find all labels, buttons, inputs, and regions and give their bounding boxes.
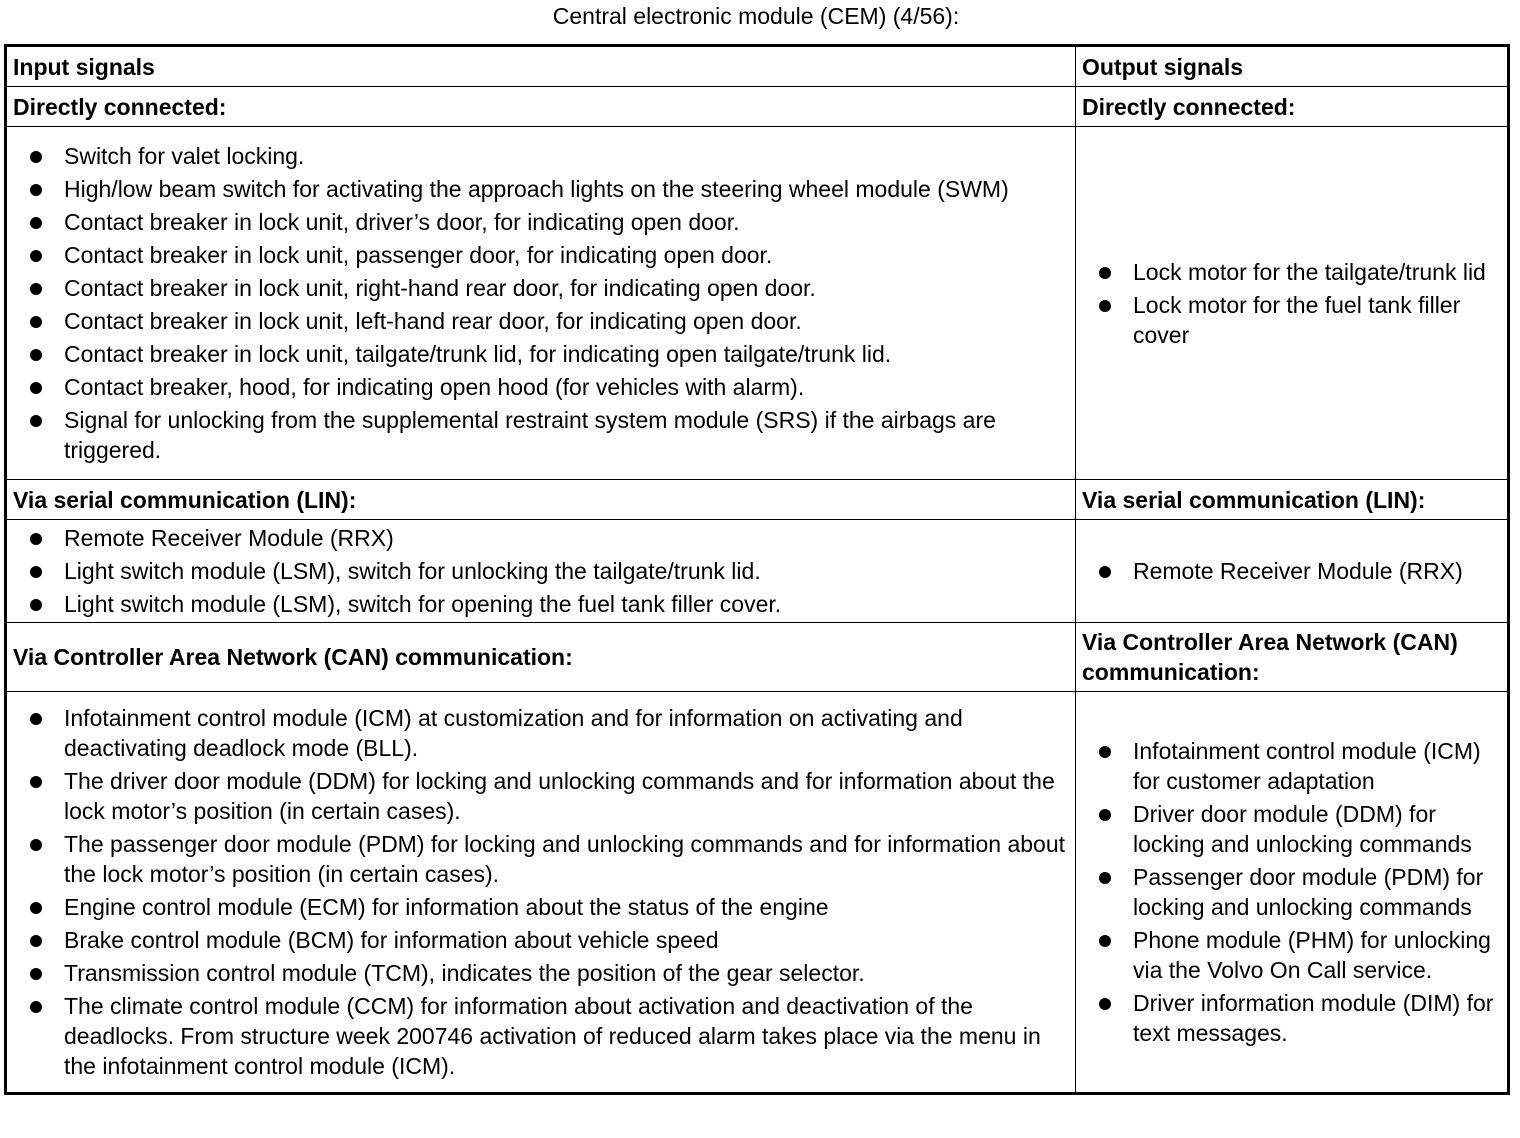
output-items-cell	[1076, 520, 1509, 623]
page-title: Central electronic module (CEM) (4/56):	[552, 3, 960, 29]
list-item-text: Remote Receiver Module (RRX)	[1133, 558, 1463, 584]
output-list	[1082, 736, 1501, 1048]
list-item-text: Contact breaker in lock unit, tailgate/trunk lid, for indicating open tailgate/trunk lid.	[64, 341, 892, 367]
list-item-text: Infotainment control module (ICM) for customer adaptation	[1133, 738, 1481, 794]
bullet-icon	[30, 566, 42, 578]
list-item	[13, 589, 1069, 619]
list-item	[13, 339, 1069, 369]
list-item	[13, 174, 1069, 204]
section-items-row	[6, 520, 1509, 623]
list-item	[13, 523, 1069, 553]
list-item	[1082, 799, 1501, 859]
list-item-text: Driver door module (DDM) for locking and unlocking commands	[1133, 801, 1472, 857]
list-item	[13, 556, 1069, 586]
input-list	[13, 703, 1069, 1081]
section-heading-output: Via serial communication (LIN):	[1076, 480, 1509, 520]
bullet-icon	[1099, 300, 1111, 312]
output-items-cell	[1076, 692, 1509, 1094]
list-item	[13, 372, 1069, 402]
list-item-text: Remote Receiver Module (RRX)	[64, 525, 394, 551]
bullet-icon	[30, 250, 42, 262]
bullet-icon	[1099, 809, 1111, 821]
list-item-text: Driver information module (DIM) for text messages.	[1133, 990, 1494, 1046]
bullet-icon	[30, 839, 42, 851]
input-list	[13, 523, 1069, 619]
bullet-icon	[30, 349, 42, 361]
list-item	[13, 273, 1069, 303]
output-signals-header: Output signals	[1076, 46, 1509, 87]
list-item	[13, 991, 1069, 1081]
input-items-cell	[6, 127, 1076, 480]
output-list	[1082, 257, 1501, 350]
input-items-cell	[6, 520, 1076, 623]
list-item-text: Signal for unlocking from the supplemental restraint system module (SRS) if the airbags are triggered.	[64, 407, 996, 463]
bullet-icon	[1099, 998, 1111, 1010]
list-item-text: Contact breaker in lock unit, passenger door, for indicating open door.	[64, 242, 773, 268]
list-item	[13, 925, 1069, 955]
bullet-icon	[30, 151, 42, 163]
list-item	[13, 829, 1069, 889]
list-item-text: Passenger door module (PDM) for locking and unlocking commands	[1133, 864, 1484, 920]
section-heading-input: Via serial communication (LIN):	[6, 480, 1076, 520]
list-item-text: The climate control module (CCM) for information about activation and deactivation of the deadlocks. From structure week 200746 activation of reduced alarm takes place via the menu in the infotainment control module (ICM).	[64, 993, 1041, 1079]
list-item-text: The driver door module (DDM) for locking and unlocking commands and for information about the lock motor’s position (in certain cases).	[64, 768, 1055, 824]
bullet-icon	[1099, 872, 1111, 884]
list-item-text: Brake control module (BCM) for information about vehicle speed	[64, 927, 719, 953]
list-item	[13, 207, 1069, 237]
list-item	[1082, 988, 1501, 1048]
list-item-text: Infotainment control module (ICM) at customization and for information on activating and deactivating deadlock mode (BLL).	[64, 705, 963, 761]
list-item	[1082, 556, 1501, 586]
input-list	[13, 141, 1069, 465]
section-heading-output: Via Controller Area Network (CAN) communication:	[1076, 623, 1509, 692]
list-item-text: Contact breaker, hood, for indicating open hood (for vehicles with alarm).	[64, 374, 805, 400]
section-heading-row	[6, 480, 1509, 520]
bullet-icon	[30, 599, 42, 611]
list-item-text: Contact breaker in lock unit, right-hand rear door, for indicating open door.	[64, 275, 816, 301]
section-heading-row	[6, 623, 1509, 692]
list-item-text: The passenger door module (PDM) for locking and unlocking commands and for information about the lock motor’s position (in certain cases).	[64, 831, 1066, 887]
list-item	[13, 892, 1069, 922]
signals-table	[4, 44, 1510, 1095]
section-heading-row	[6, 87, 1509, 127]
list-item	[13, 958, 1069, 988]
list-item	[13, 240, 1069, 270]
list-item	[1082, 736, 1501, 796]
bullet-icon	[30, 316, 42, 328]
bullet-icon	[30, 382, 42, 394]
section-heading-input: Directly connected:	[6, 87, 1076, 127]
bullet-icon	[30, 776, 42, 788]
input-items-cell	[6, 692, 1076, 1094]
section-heading-input: Via Controller Area Network (CAN) communication:	[6, 623, 1076, 692]
output-items-cell	[1076, 127, 1509, 480]
list-item-text: Engine control module (ECM) for information about the status of the engine	[64, 894, 829, 920]
bullet-icon	[1099, 935, 1111, 947]
list-item-text: Switch for valet locking.	[64, 143, 305, 169]
list-item	[13, 405, 1069, 465]
section-items-row	[6, 692, 1509, 1094]
bullet-icon	[30, 184, 42, 196]
output-list	[1082, 556, 1501, 586]
list-item-text: Phone module (PHM) for unlocking via the Volvo On Call service.	[1133, 927, 1491, 983]
list-item	[13, 141, 1069, 171]
list-item	[13, 766, 1069, 826]
bullet-icon	[30, 935, 42, 947]
bullet-icon	[30, 713, 42, 725]
bullet-icon	[1099, 267, 1111, 279]
input-signals-header: Input signals	[6, 46, 1076, 87]
list-item-text: Lock motor for the tailgate/trunk lid	[1133, 258, 1486, 285]
bullet-icon	[30, 283, 42, 295]
list-item-text: Light switch module (LSM), switch for opening the fuel tank filler cover.	[64, 591, 782, 617]
list-item	[13, 703, 1069, 763]
list-item	[1082, 862, 1501, 922]
bullet-icon	[1099, 746, 1111, 758]
list-item	[1082, 290, 1501, 350]
list-item	[13, 306, 1069, 336]
table-header-row	[6, 46, 1509, 87]
list-item-text: Lock motor for the fuel tank filler cover	[1133, 291, 1461, 348]
bullet-icon	[30, 415, 42, 427]
bullet-icon	[30, 217, 42, 229]
section-heading-output: Directly connected:	[1076, 87, 1509, 127]
list-item	[1082, 257, 1501, 287]
list-item-text: High/low beam switch for activating the approach lights on the steering wheel module (SWM)	[64, 176, 1009, 202]
section-items-row	[6, 127, 1509, 480]
bullet-icon	[1099, 566, 1111, 578]
list-item-text: Contact breaker in lock unit, left-hand rear door, for indicating open door.	[64, 308, 802, 334]
bullet-icon	[30, 968, 42, 980]
list-item-text: Transmission control module (TCM), indicates the position of the gear selector.	[64, 960, 865, 986]
bullet-icon	[30, 902, 42, 914]
bullet-icon	[30, 533, 42, 545]
list-item-text: Light switch module (LSM), switch for unlocking the tailgate/trunk lid.	[64, 558, 761, 584]
bullet-icon	[30, 1001, 42, 1013]
list-item-text: Contact breaker in lock unit, driver’s door, for indicating open door.	[64, 209, 740, 235]
list-item	[1082, 925, 1501, 985]
